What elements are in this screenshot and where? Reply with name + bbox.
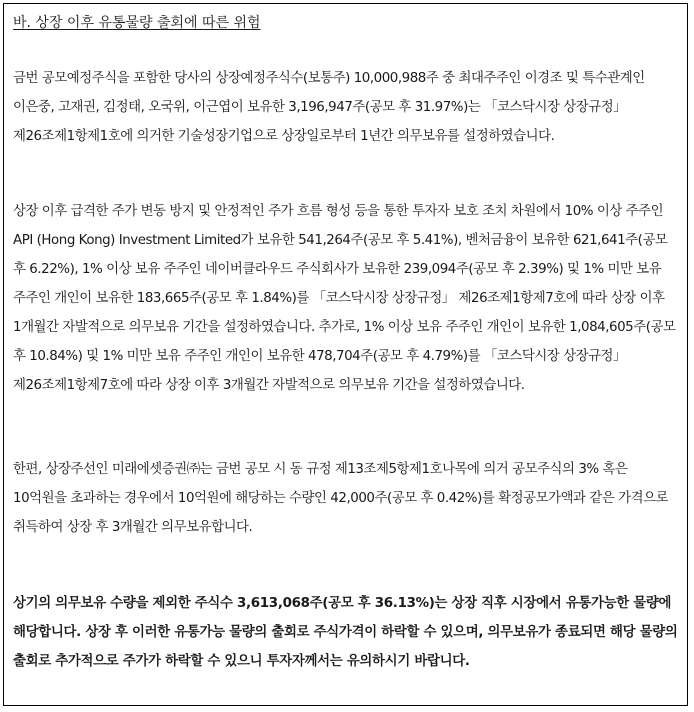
- section-heading: 바. 상장 이후 유통물량 출회에 따른 위험: [13, 15, 261, 31]
- paragraph-tradable-shares-warning: 상기의 의무보유 수량을 제외한 주식수 3,613,068주(공모 후 36.13%)는 상장 직후 시장에서 유통가능한 물량에 해당합니다. 상장 후 이러한 유통가능 물량의 출회로 주식가격이 하락할 수 있으며, 의무보유가 종료되면 해당 물량의 출회로 추가적으로 주가가 하락할 수 있으니 투자자께서는 유의하시기 바랍니다.: [13, 596, 678, 669]
- paragraph-underwriter-lockup: 한편, 상장주선인 미래에셋증권㈜는 금번 공모 시 동 규정 제13조제5항제1호나목에 의거 공모주식의 3% 혹은 10억원을 초과하는 경우에서 10억원에 해당하는 수량인 42,000주(공모 후 0.42%)를 확정공모가액과 같은 가격으로 취득하여 상장 후 3개월간 의무보유합니다.: [13, 462, 669, 535]
- paragraph-major-shareholder-lockup: 금번 공모예정주식을 포함한 당사의 상장예정주식수(보통주) 10,000,988주 중 최대주주인 이경조 및 특수관계인 이은중, 고재권, 김정태, 오국위, 이근엽이 보유한 3,196,947주(공모 후 31.97%)는 「코스닥시장 상장규정」 제26조제1항제1호에 의거한 기술성장기업으로 상장일로부터 1년간 의무보유를 설정하였습니다.: [13, 71, 645, 144]
- paragraph-voluntary-lockup: 상장 이후 급격한 주가 변동 방지 및 안정적인 주가 흐름 형성 등을 통한 투자자 보호 조치 차원에서 10% 이상 주주인 API (Hong Kong) Investment Limited가 보유한 541,264주(공모 후 5.41%), 벤처금융이 보유한 621,641주(공모 후 6.22%), 1% 이상 보유 주주인 네이버클라우드 주식회사가 보유한 239,094주(공모 후 2.39%) 및 1% 미만 보유 주주인 개인이 보유한 183,665주(공모 후 1.84%)를 「코스닥시장 상장규정」 제26조제1항제7호에 따라 상장 이후 1개월간 자발적으로 의무보유 기간을 설정하였습니다. 추가로, 1% 이상 보유 주주인 개인이 보유한 1,084,605주(공모 후 10.84%) 및 1% 미만 보유 주주인 개인이 보유한 478,704주(공모 후 4.79%)를 「코스닥시장 상장규정」 제26조제1항제7호에 따라 상장 이후 3개월간 자발적으로 의무보유 기간을 설정하였습니다.: [13, 204, 676, 393]
